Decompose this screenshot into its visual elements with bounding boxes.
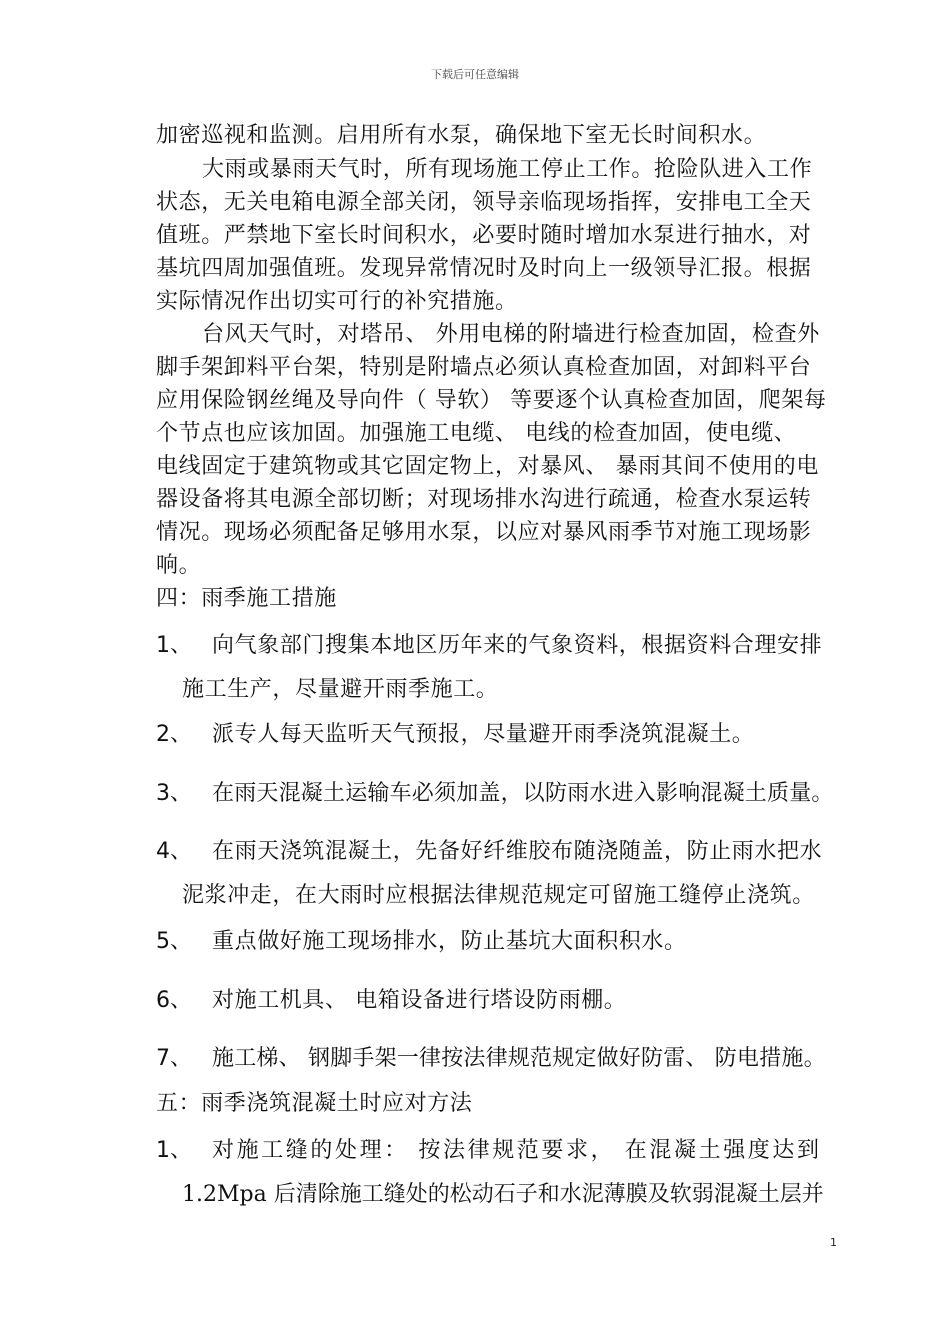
section-heading: 四：雨季施工措施 <box>156 586 337 611</box>
paragraph-line: 响。 <box>156 553 202 578</box>
paragraph-line: 电线固定于建筑物或其它固定物上，对暴风、 暴雨其间不使用的电 <box>156 454 819 479</box>
list-item-number: 3、 <box>156 781 192 806</box>
list-item-number: 4、 <box>156 839 192 864</box>
paragraph-line: 脚手架卸料平台架，特别是附墙点必须认真检查加固，对卸料平台 <box>156 355 812 380</box>
list-item-text: 在雨天浇筑混凝土，先备好纤维胶布随浇随盖，防止雨水把水 <box>212 839 823 864</box>
list-item-text: 施工生产，尽量避开雨季施工。 <box>182 677 499 702</box>
paragraph-line: 加密巡视和监测。启用所有水泵，确保地下室无长时间积水。 <box>156 123 767 148</box>
list-item-text: 泥浆冲走，在大雨时应根据法律规范规定可留施工缝停止浇筑。 <box>182 883 815 908</box>
list-item-number: 7、 <box>156 1046 192 1071</box>
paragraph-line: 基坑四周加强值班。发现异常情况时及时向上一级领导汇报。根据 <box>156 256 812 281</box>
list-item-number: 6、 <box>156 988 192 1013</box>
list-item-text: 对施工缝的处理： 按法律规范要求， 在混凝土强度达到 <box>212 1138 822 1163</box>
paragraph-line: 器设备将其电源全部切断；对现场排水沟进行疏通，检查水泵运转 <box>156 487 812 512</box>
paragraph-line: 情况。现场必须配备足够用水泵，以应对暴风雨季节对施工现场影 <box>156 520 812 545</box>
page-number: 1 <box>830 1236 837 1249</box>
list-item-number: 2、 <box>156 722 192 747</box>
list-item-number: 1、 <box>156 1138 192 1163</box>
paragraph-line: 状态，无关电箱电源全部关闭，领导亲临现场指挥，安排电工全天 <box>156 190 812 215</box>
list-item-number: 5、 <box>156 929 192 954</box>
paragraph-line: 大雨或暴雨天气时，所有现场施工停止工作。抢险队进入工作 <box>202 157 813 182</box>
list-item-number: 1、 <box>156 633 192 658</box>
section-heading: 五：雨季浇筑混凝土时应对方法 <box>156 1091 473 1116</box>
list-item-text: 派专人每天监听天气预报，尽量避开雨季浇筑混凝土。 <box>212 722 755 747</box>
paragraph-line: 应用保险钢丝绳及导向件（ 导软） 等要逐个认真检查加固，爬架每 <box>156 388 827 413</box>
list-item-text: 对施工机具、 电箱设备进行塔设防雨棚。 <box>212 988 627 1013</box>
paragraph-line: 值班。严禁地下室长时间积水，必要时随时增加水泵进行抽水，对 <box>156 223 812 248</box>
list-item-text: 重点做好施工现场排水，防止基坑大面积积水。 <box>212 929 687 954</box>
paragraph-line: 个节点也应该加固。加强施工电缆、 电线的检查加固，使电缆、 <box>156 421 797 446</box>
page-header: 下载后可任意编辑 <box>431 68 519 81</box>
list-item-text: 在雨天混凝土运输车必须加盖，以防雨水进入影响混凝土质量。 <box>212 781 834 806</box>
paragraph-line: 实际情况作出切实可行的补究措施。 <box>156 289 518 314</box>
paragraph-line: 台风天气时，对塔吊、 外用电梯的附墙进行检查加固，检查外 <box>202 322 820 347</box>
list-item-text: 向气象部门搜集本地区历年来的气象资料，根据资料合理安排 <box>212 633 823 658</box>
list-item-text: 施工梯、 钢脚手架一律按法律规范规定做好防雷、 防电措施。 <box>212 1046 826 1071</box>
list-item-text: 1.2Mpa 后清除施工缝处的松动石子和水泥薄膜及软弱混凝土层并 <box>182 1182 824 1207</box>
